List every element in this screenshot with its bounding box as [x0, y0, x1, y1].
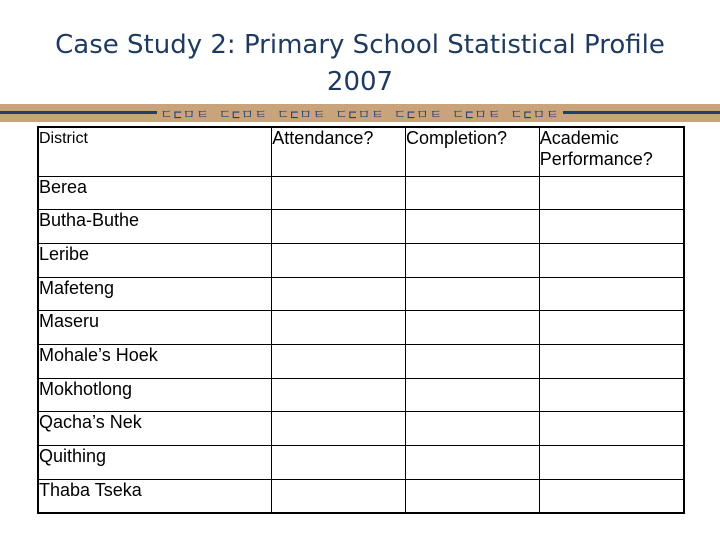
decorative-band — [0, 104, 720, 122]
table-row — [38, 378, 684, 412]
academic-performance-cell — [539, 446, 684, 480]
completion-cell — [406, 344, 540, 378]
academic-performance-cell — [539, 378, 684, 412]
district-name: Maseru — [38, 311, 272, 345]
district-name: Mokhotlong — [38, 378, 272, 412]
district-name: Thaba Tseka — [38, 479, 272, 513]
table-row — [38, 412, 684, 446]
attendance-cell — [272, 412, 406, 446]
district-name: Mafeteng — [38, 277, 272, 311]
district-name: Butha-Buthe — [38, 210, 272, 244]
completion-cell — [406, 311, 540, 345]
title-line-2: 2007 — [326, 67, 394, 97]
header-academic-performance: Academic Performance? — [539, 127, 684, 176]
attendance-cell — [272, 277, 406, 311]
attendance-cell — [272, 210, 406, 244]
completion-cell — [406, 479, 540, 513]
attendance-cell — [272, 446, 406, 480]
academic-performance-cell — [539, 176, 684, 210]
header-attendance: Attendance? — [272, 127, 406, 176]
table-row — [38, 446, 684, 480]
district-name: Leribe — [38, 243, 272, 277]
academic-performance-cell — [539, 210, 684, 244]
completion-cell — [406, 243, 540, 277]
table-row — [38, 243, 684, 277]
table-row — [38, 311, 684, 345]
title-line-1: Case Study 2: Primary School Statistical Profile — [55, 30, 665, 60]
attendance-cell — [272, 378, 406, 412]
academic-performance-cell — [539, 412, 684, 446]
table-row — [38, 277, 684, 311]
attendance-cell — [272, 243, 406, 277]
slide-title — [0, 27, 720, 101]
table-body — [38, 176, 684, 513]
attendance-cell — [272, 344, 406, 378]
completion-cell — [406, 277, 540, 311]
district-name: Quithing — [38, 446, 272, 480]
completion-cell — [406, 176, 540, 210]
district-name: Berea — [38, 176, 272, 210]
band-pattern-glyphs: ㄷ⊏ㅁㅌ ㄷ⊏ㅁㅌ ㄷ⊏ㅁㅌ ㄷ⊏ㅁㅌ ㄷ⊏ㅁㅌ ㄷ⊏ㅁㅌ ㄷ⊏ㅁㅌ — [157, 104, 562, 122]
academic-performance-cell — [539, 277, 684, 311]
attendance-cell — [272, 479, 406, 513]
completion-cell — [406, 412, 540, 446]
academic-performance-cell — [539, 479, 684, 513]
academic-performance-cell — [539, 311, 684, 345]
table-row — [38, 176, 684, 210]
completion-cell — [406, 378, 540, 412]
district-name: Qacha’s Nek — [38, 412, 272, 446]
band-pattern — [0, 104, 720, 122]
completion-cell — [406, 446, 540, 480]
attendance-cell — [272, 311, 406, 345]
attendance-cell — [272, 176, 406, 210]
completion-cell — [406, 210, 540, 244]
table-row — [38, 210, 684, 244]
table-header-row — [38, 127, 684, 176]
district-name: Mohale’s Hoek — [38, 344, 272, 378]
academic-performance-cell — [539, 243, 684, 277]
table-row — [38, 344, 684, 378]
header-completion: Completion? — [406, 127, 540, 176]
academic-performance-cell — [539, 344, 684, 378]
table-row — [38, 479, 684, 513]
header-district: District — [38, 127, 272, 176]
statistics-table — [37, 126, 685, 514]
